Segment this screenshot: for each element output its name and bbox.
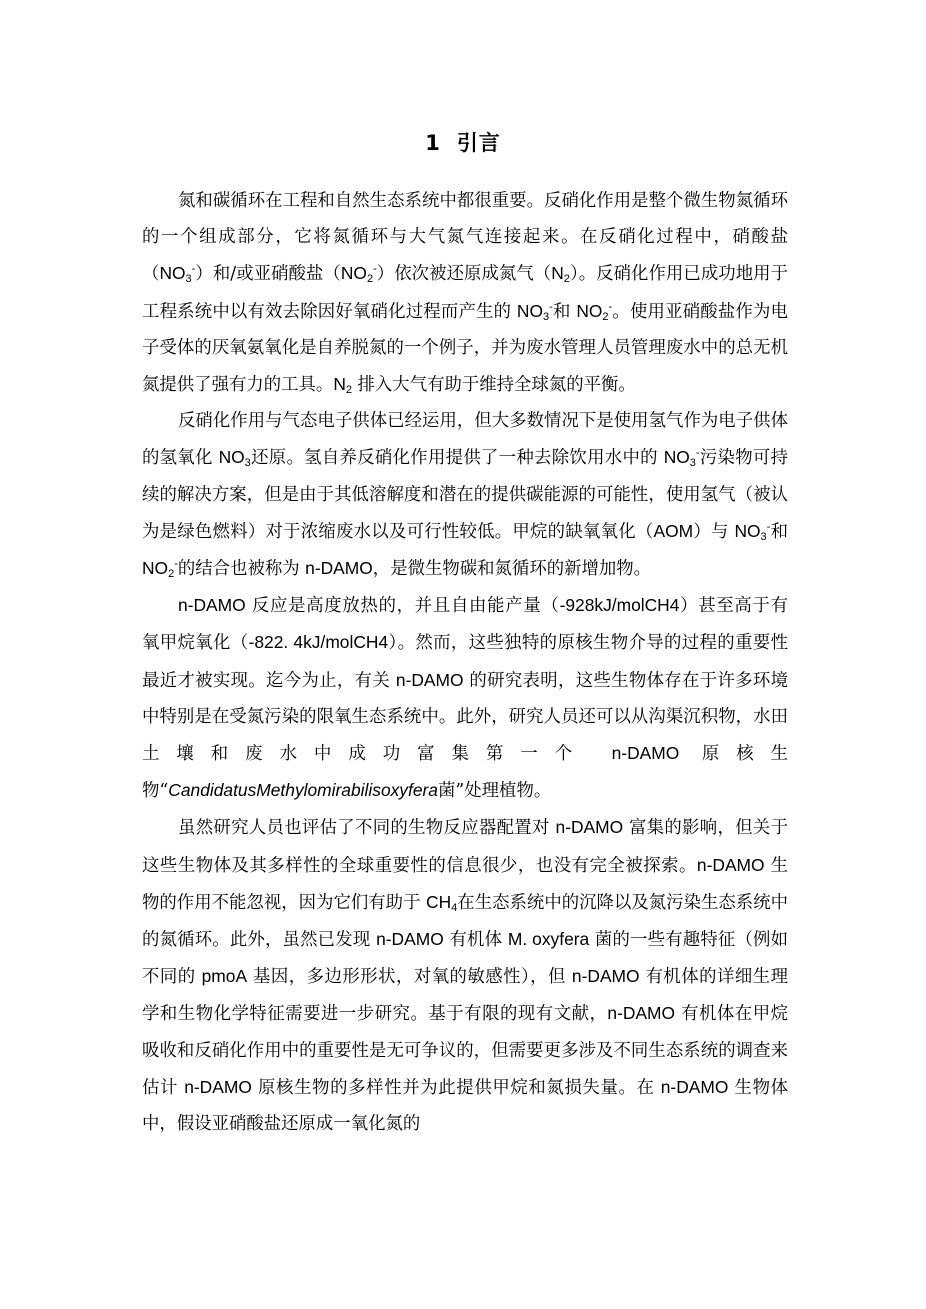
section-number: 1 [425, 131, 441, 155]
section-heading [0, 128, 926, 158]
paragraph-1: 氮和碳循环在工程和自然生态系统中都很重要。反硝化作用是整个微生物氮循环的一个组成部分，它将氮循环与大气氮气连接起来。在反硝化过程中，硝酸盐$(NO_3^-)$和/或亚硝酸盐$(NO_2^-)$依次被还原成氮气$(N_2)$。反硝化作用已成功地用于工程系统中以有效去除因好氧硝化过程而产生的 $NO_3^-$和 $NO_2^-$。使用亚硝酸盐作为电子受体的厌氧氨氧化是自养脱氮的一个例子，并为废水管理人员管理废水中的总无机氮提供了强有力的工具。$N_2$ 排入大气有助于维持全球氮的平衡。 [142, 191, 789, 397]
body-text [142, 183, 788, 1142]
paragraph-3: n-DAMO 反应是高度放热的，并且自由能产量（-928kJ/molCH4）甚至高于有氧甲烷氧化（-822. 4kJ/molCH4）。然而，这些独特的原核生物介导的过程的重要性最近才被实现。迄今为止，有关 n-DAMO 的研究表明，这些生物体存在于许多环境中特别是在受氮污染的限氧生态系统中。此外，研究人员还可以从沟渠沉积物，水田土壤和废水中成功富集第一个 n-DAMO 原核生物“CandidatusMethylomirabilisoxyfera菌”处理植物。 [142, 595, 789, 802]
paragraph-4: 虽然研究人员也评估了不同的生物反应器配置对 n-DAMO 富集的影响，但关于这些生物体及其多样性的全球重要性的信息很少，也没有完全被探索。n-DAMO 生物的作用不能忽视，因为它们有助于 $CH_4$在生态系统中的沉降以及氮污染生态系统中的氮循环。此外，虽然已发现 n-DAMO 有机体 M. oxyfera 菌的一些有趣特征（例如不同的 pmoA 基因，多边形形状，对氧的敏感性），但 n-DAMO 有机体的详细生理学和生物化学特征需要进一步研究。基于有限的现有文献，n-DAMO 有机体在甲烷吸收和反硝化作用中的重要性是无可争议的，但需要更多涉及不同生态系统的调查来估计 n-DAMO 原核生物的多样性并为此提供甲烷和氮损失量。在 n-DAMO 生物体中，假设亚硝酸盐还原成一氧化氮的 [142, 817, 789, 1135]
section-title: 引言 [456, 131, 501, 155]
paragraph-2: 反硝化作用与气态电子供体已经运用，但大多数情况下是使用氢气作为电子供体的氢氧化 $NO_3$还原。氢自养反硝化作用提供了一种去除饮用水中的 $NO_3^-$污染物可持续的解决方案，但是由于其低溶解度和潜在的提供碳能源的可能性，使用氢气（被认为是绿色燃料）对于浓缩废水以及可行性较低。甲烷的缺氧氧化（AOM）与 $NO_3^-$和 $NO_2^-$的结合也被称为 n-DAMO，是微生物碳和氮循环的新增加物。 [142, 411, 789, 581]
